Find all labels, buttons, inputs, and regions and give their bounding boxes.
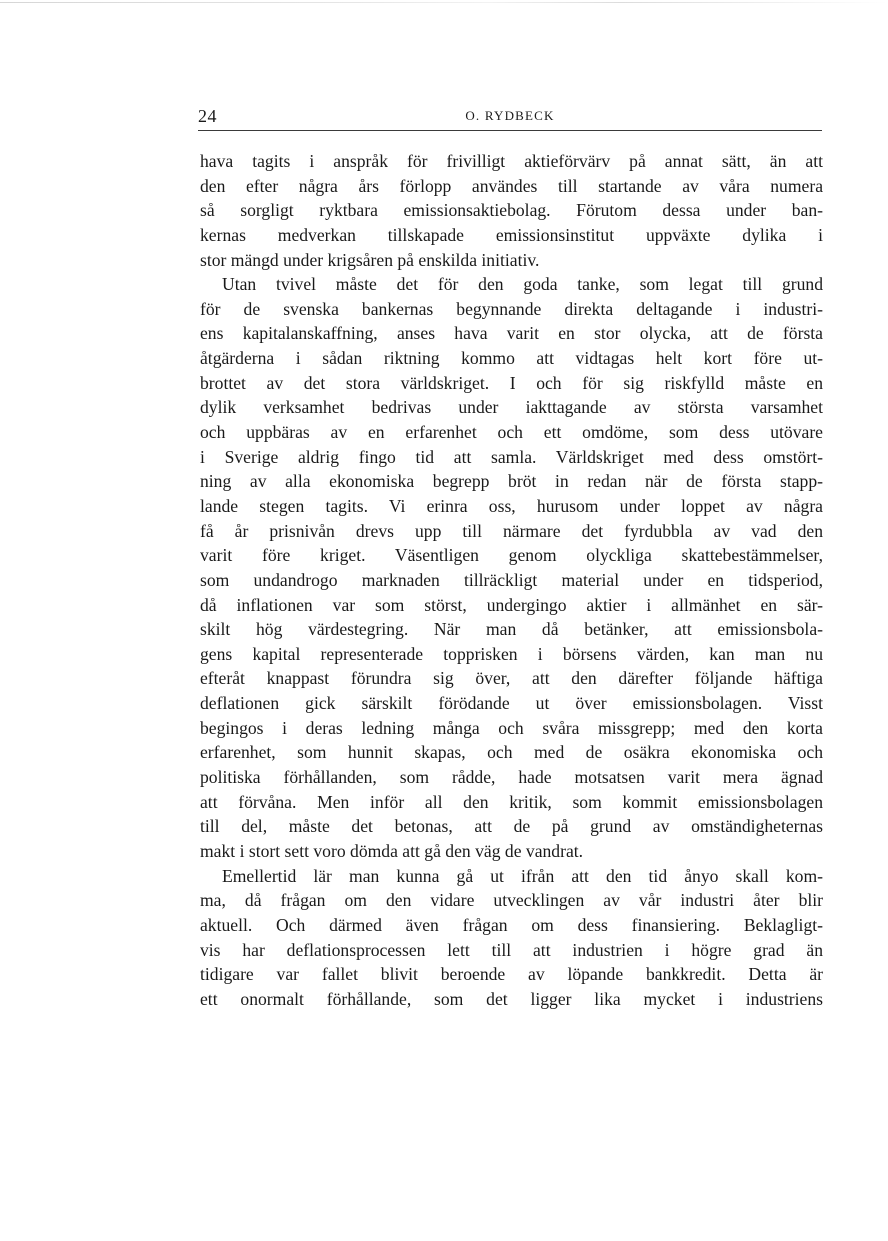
text-line: Utan tvivel måste det för den goda tanke, som legat till grund	[222, 274, 823, 295]
text-line: begingos i deras ledning många och svåra missgrepp; med den korta	[200, 717, 823, 738]
text-line: efteråt knappast förundra sig över, att den därefter följande häftiga	[200, 668, 823, 689]
text-line: som undandrogo marknaden tillräckligt material under en tidsperiod,	[200, 569, 823, 590]
page-number: 24	[198, 106, 217, 126]
text-line: den efter några års förlopp användes till startande av våra numera	[200, 175, 823, 196]
page-header	[198, 104, 822, 131]
text-line: att förvåna. Men inför all den kritik, som kommit emissionsbolagen	[200, 791, 823, 812]
text-line: ma, då frågan om den vidare utvecklingen av vår industri åter blir	[200, 890, 823, 911]
text-line: i Sverige aldrig fingo tid att samla. Världskriget med dess omstört-	[200, 446, 823, 467]
text-line: få år prisnivån drevs upp till närmare det fyrdubbla av vad den	[200, 520, 823, 541]
text-line: makt i stort sett voro dömda att gå den väg de vandrat.	[200, 840, 584, 861]
text-line: tidigare var fallet blivit beroende av löpande bankkredit. Detta är	[200, 964, 823, 985]
text-line: stor mängd under krigsåren på enskilda initiativ.	[200, 249, 540, 270]
text-line: vis har deflationsprocessen lett till att industrien i högre grad än	[200, 939, 823, 960]
text-line: åtgärderna i sådan riktning kommo att vidtagas helt kort före ut-	[200, 348, 823, 369]
text-line: politiska förhållanden, som rådde, hade motsatsen varit mera ägnad	[200, 767, 823, 788]
scan-edge-line	[0, 2, 888, 3]
body-text	[200, 149, 823, 1011]
text-line: ett onormalt förhållande, som det ligger lika mycket i industriens	[200, 988, 823, 1009]
text-line: hava tagits i anspråk för frivilligt aktieförvärv på annat sätt, än att	[200, 151, 823, 171]
text-line: deflationen gick särskilt förödande ut över emissionsbolagen. Visst	[200, 693, 823, 714]
text-line: ens kapitalanskaffning, anses hava varit en stor olycka, att de första	[200, 323, 823, 344]
text-line: för de svenska bankernas begynnande direkta deltagande i industri-	[200, 298, 823, 319]
text-line: kernas medverkan tillskapade emissionsinstitut uppväxte dylika i	[200, 224, 823, 245]
text-line: brottet av det stora världskriget. I och för sig riskfylld måste en	[200, 372, 823, 393]
text-line: ning av alla ekonomiska begrepp bröt in redan när de första stapp-	[200, 471, 823, 492]
running-head: O. RYDBECK	[465, 108, 555, 123]
text-line: gens kapital representerade topprisken i börsens värden, kan man nu	[200, 643, 823, 664]
text-line: aktuell. Och därmed även frågan om dess finansiering. Beklagligt-	[200, 914, 823, 935]
text-line: lande stegen tagits. Vi erinra oss, hurusom under loppet av några	[200, 495, 823, 516]
text-line: och uppbäras av en erfarenhet och ett omdöme, som dess utövare	[200, 422, 823, 443]
text-line: Emellertid lär man kunna gå ut ifrån att den tid ånyo skall kom-	[222, 865, 823, 886]
text-line: då inflationen var som störst, undergingo aktier i allmänhet en sär-	[200, 594, 823, 615]
text-line: varit före kriget. Väsentligen genom olyckliga skattebestämmelser,	[200, 545, 823, 566]
text-line: till del, måste det betonas, att de på grund av omständigheternas	[200, 816, 823, 837]
text-line: dylik verksamhet bedrivas under iakttagande av största varsamhet	[200, 397, 823, 418]
text-line: erfarenhet, som hunnit skapas, och med de osäkra ekonomiska och	[200, 742, 823, 763]
text-line: så sorgligt ryktbara emissionsaktiebolag. Förutom dessa under ban-	[200, 200, 823, 221]
text-line: skilt hög värdestegring. När man då betänker, att emissionsbola-	[200, 619, 823, 640]
